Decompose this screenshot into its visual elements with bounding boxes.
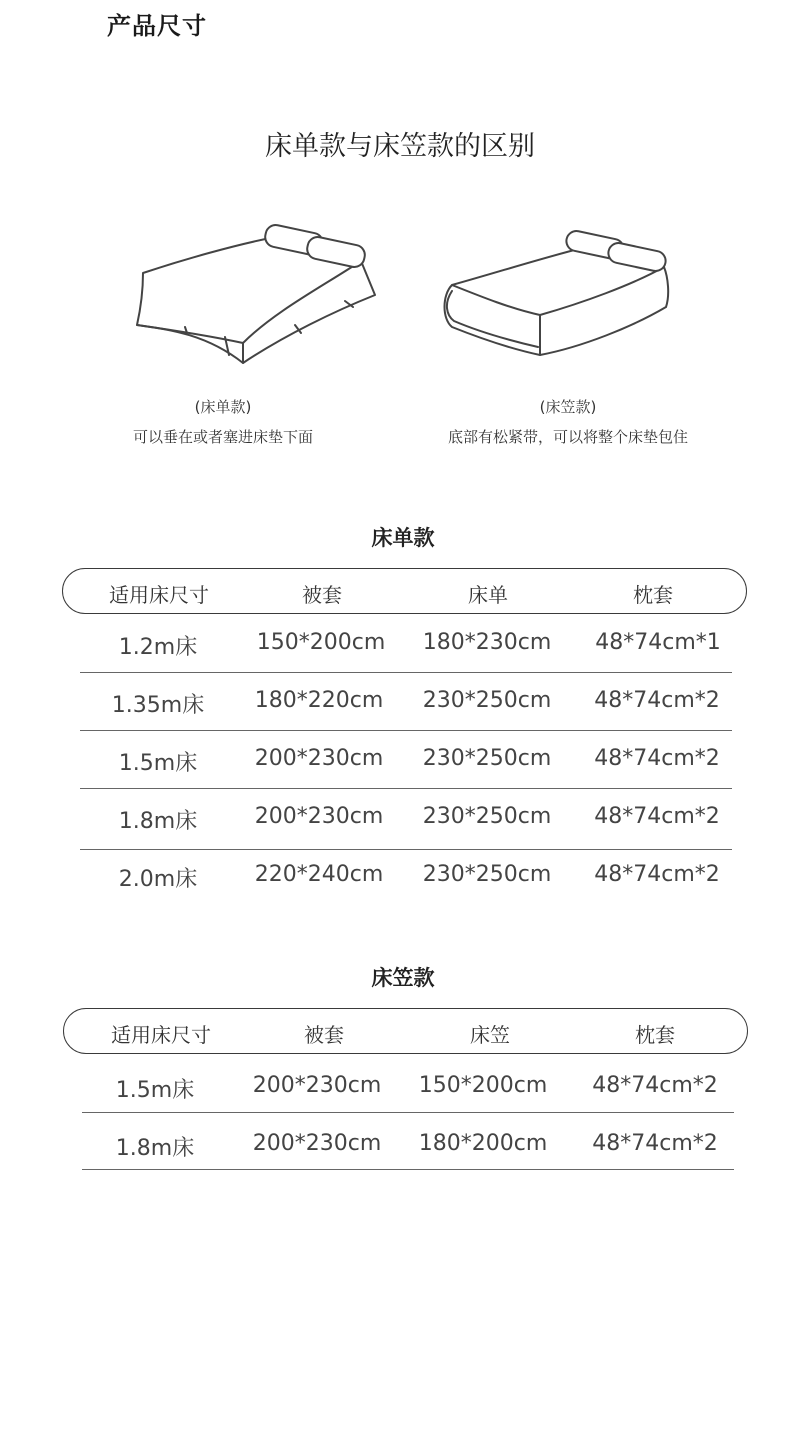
cell-duvet-cover: 200*230cm [252, 1131, 382, 1156]
cell-duvet-cover: 150*200cm [256, 630, 386, 655]
cell-pillowcase: 48*74cm*2 [594, 746, 720, 771]
cell-bed-size: 1.35m床 [111, 693, 205, 718]
fitted-sheet-caption: (床笠款) [539, 398, 597, 416]
cell-bed-size: 1.8m床 [115, 1136, 195, 1161]
row-divider [80, 730, 732, 731]
header-pillowcase: 枕套 [633, 583, 673, 607]
cell-pillowcase: 48*74cm*2 [592, 1073, 718, 1098]
cell-pillowcase: 48*74cm*2 [594, 688, 720, 713]
cell-sheet: 230*250cm [422, 804, 552, 829]
cell-bed-size: 1.5m床 [115, 1078, 195, 1103]
table-row [0, 1131, 790, 1161]
cell-fitted-sheet: 150*200cm [418, 1073, 548, 1098]
cell-bed-size: 1.8m床 [118, 809, 198, 834]
header-pillowcase: 枕套 [635, 1023, 675, 1047]
cell-duvet-cover: 200*230cm [254, 746, 384, 771]
header-duvet-cover: 被套 [302, 583, 342, 607]
flat-sheet-bed-illustration [125, 215, 385, 375]
header-fitted-sheet: 床笠 [470, 1023, 510, 1047]
row-divider [82, 1169, 734, 1170]
header-sheet: 床单 [468, 583, 508, 607]
cell-duvet-cover: 220*240cm [254, 862, 384, 887]
table-row [0, 1073, 790, 1103]
row-divider [80, 788, 732, 789]
row-divider [82, 1112, 734, 1113]
cell-bed-size: 2.0m床 [118, 867, 198, 892]
cell-duvet-cover: 200*230cm [252, 1073, 382, 1098]
cell-duvet-cover: 180*220cm [254, 688, 384, 713]
row-divider [80, 849, 732, 850]
table-row [0, 804, 790, 834]
section-title: 床单款与床笠款的区别 [265, 131, 535, 162]
table-row [0, 630, 790, 660]
flat-sheet-table-title: 床单款 [371, 526, 435, 550]
cell-pillowcase: 48*74cm*2 [594, 862, 720, 887]
fitted-sheet-description: 底部有松紧带，可以将整个床垫包住 [447, 428, 688, 446]
row-divider [80, 672, 732, 673]
header-bed-size: 适用床尺寸 [111, 1023, 211, 1047]
fitted-sheet-table-title: 床笠款 [371, 966, 435, 990]
flat-sheet-description: 可以垂在或者塞进床垫下面 [132, 428, 313, 446]
cell-fitted-sheet: 180*200cm [418, 1131, 548, 1156]
cell-duvet-cover: 200*230cm [254, 804, 384, 829]
cell-sheet: 230*250cm [422, 688, 552, 713]
fitted-sheet-table-header [63, 1008, 748, 1054]
cell-sheet: 230*250cm [422, 746, 552, 771]
cell-bed-size: 1.5m床 [118, 751, 198, 776]
flat-sheet-table-header [62, 568, 747, 614]
table-row [0, 688, 790, 718]
cell-pillowcase: 48*74cm*2 [594, 804, 720, 829]
header-duvet-cover: 被套 [304, 1023, 344, 1047]
table-row [0, 862, 790, 892]
header-bed-size: 适用床尺寸 [109, 583, 209, 607]
table-row [0, 746, 790, 776]
cell-pillowcase: 48*74cm*2 [592, 1131, 718, 1156]
cell-pillowcase: 48*74cm*1 [595, 630, 721, 655]
fitted-sheet-bed-illustration [432, 215, 692, 375]
cell-sheet: 180*230cm [422, 630, 552, 655]
cell-bed-size: 1.2m床 [118, 635, 198, 660]
cell-sheet: 230*250cm [422, 862, 552, 887]
page-heading: 产品尺寸 [107, 12, 207, 40]
flat-sheet-caption: (床单款) [194, 398, 252, 416]
